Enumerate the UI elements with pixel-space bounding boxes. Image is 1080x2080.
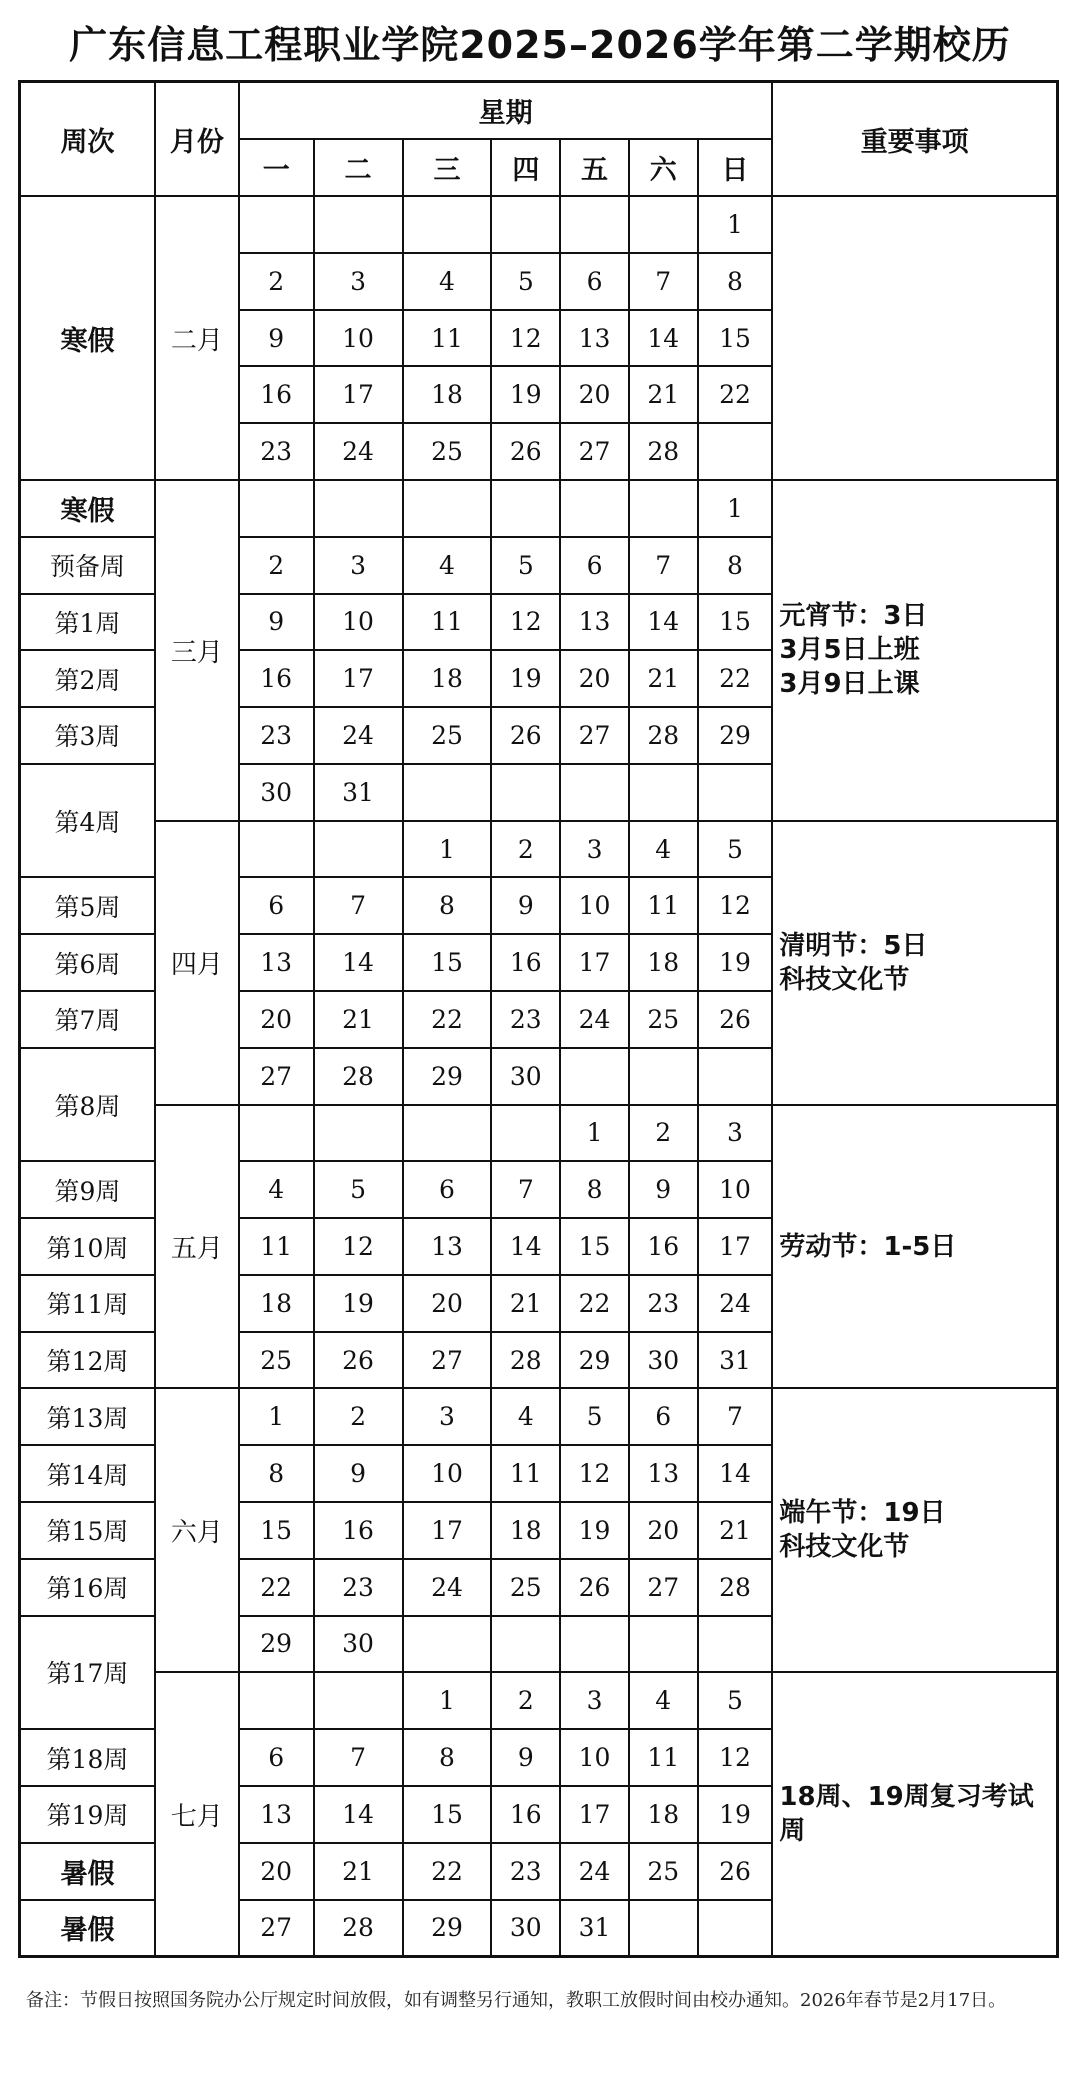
day-cell: 4 <box>239 1161 314 1218</box>
week-label: 暑假 <box>20 1900 155 1957</box>
day-cell: 16 <box>629 1218 698 1275</box>
day-cell: 30 <box>491 1900 560 1957</box>
day-cell: 24 <box>560 1843 629 1900</box>
day-cell: 10 <box>403 1445 492 1502</box>
day-cell: 27 <box>560 423 629 480</box>
day-cell: 13 <box>629 1445 698 1502</box>
day-cell: 26 <box>698 1843 773 1900</box>
day-cell: 15 <box>698 594 773 651</box>
day-cell <box>698 764 773 821</box>
day-cell <box>403 480 492 537</box>
day-cell: 1 <box>560 1105 629 1162</box>
week-label: 第4周 <box>20 764 155 878</box>
day-cell: 15 <box>239 1502 314 1559</box>
day-cell: 9 <box>491 877 560 934</box>
calendar-row <box>20 1672 1058 1729</box>
day-cell: 2 <box>629 1105 698 1162</box>
events-cell <box>772 196 1057 480</box>
weekday-header-2: 二 <box>314 139 403 196</box>
week-label: 第8周 <box>20 1048 155 1162</box>
day-cell: 7 <box>629 253 698 310</box>
day-cell: 20 <box>560 366 629 423</box>
events-cell <box>772 1672 1057 1956</box>
day-cell: 23 <box>239 423 314 480</box>
day-cell: 29 <box>403 1048 492 1105</box>
week-label: 寒假 <box>20 196 155 480</box>
day-cell: 7 <box>314 877 403 934</box>
day-cell <box>403 1616 492 1673</box>
day-cell: 14 <box>629 594 698 651</box>
day-cell: 20 <box>560 650 629 707</box>
day-cell <box>314 821 403 878</box>
day-cell: 25 <box>629 991 698 1048</box>
day-cell <box>403 196 492 253</box>
day-cell: 18 <box>403 650 492 707</box>
day-cell: 2 <box>314 1388 403 1445</box>
events-cell <box>772 821 1057 1105</box>
day-cell: 16 <box>491 934 560 991</box>
week-label: 第17周 <box>20 1616 155 1730</box>
day-cell: 3 <box>403 1388 492 1445</box>
events-cell <box>772 1105 1057 1389</box>
calendar-row <box>20 821 1058 878</box>
week-label: 第16周 <box>20 1559 155 1616</box>
day-cell <box>239 1672 314 1729</box>
month-label: 六月 <box>155 1388 239 1672</box>
day-cell <box>239 196 314 253</box>
day-cell: 21 <box>629 650 698 707</box>
day-cell: 29 <box>403 1900 492 1957</box>
day-cell: 19 <box>491 650 560 707</box>
day-cell: 27 <box>403 1332 492 1389</box>
day-cell: 14 <box>314 1786 403 1843</box>
event-line: 科技文化节 <box>779 1532 910 1563</box>
day-cell: 17 <box>560 1786 629 1843</box>
day-cell: 17 <box>560 934 629 991</box>
day-cell: 22 <box>403 1843 492 1900</box>
day-cell: 21 <box>314 1843 403 1900</box>
day-cell <box>239 1105 314 1162</box>
day-cell: 24 <box>403 1559 492 1616</box>
week-label: 暑假 <box>20 1843 155 1900</box>
day-cell <box>629 1900 698 1957</box>
week-label: 第15周 <box>20 1502 155 1559</box>
event-line: 3月5日上班 <box>779 635 920 666</box>
footnote: 备注：节假日按照国务院办公厅规定时间放假，如有调整另行通知，教职工放假时间由校办通知。2026年春节是2月17日。 <box>26 1990 1007 2011</box>
day-cell: 10 <box>314 310 403 367</box>
day-cell: 23 <box>491 1843 560 1900</box>
event-line: 科技文化节 <box>779 964 910 995</box>
day-cell <box>698 1616 773 1673</box>
week-label: 第10周 <box>20 1218 155 1275</box>
day-cell: 6 <box>239 877 314 934</box>
day-cell: 11 <box>629 877 698 934</box>
week-label: 预备周 <box>20 537 155 594</box>
day-cell: 22 <box>698 650 773 707</box>
day-cell: 30 <box>239 764 314 821</box>
day-cell: 6 <box>629 1388 698 1445</box>
day-cell: 2 <box>239 253 314 310</box>
day-cell: 24 <box>698 1275 773 1332</box>
day-cell <box>629 1048 698 1105</box>
day-cell <box>560 480 629 537</box>
day-cell: 5 <box>314 1161 403 1218</box>
week-label: 第7周 <box>20 991 155 1048</box>
day-cell: 13 <box>403 1218 492 1275</box>
calendar-row <box>20 480 1058 537</box>
day-cell: 5 <box>491 253 560 310</box>
month-label: 二月 <box>155 196 239 480</box>
day-cell: 8 <box>698 537 773 594</box>
day-cell: 19 <box>698 1786 773 1843</box>
day-cell: 31 <box>560 1900 629 1957</box>
day-cell: 6 <box>560 537 629 594</box>
day-cell: 16 <box>239 650 314 707</box>
day-cell: 29 <box>560 1332 629 1389</box>
day-cell: 21 <box>629 366 698 423</box>
day-cell: 14 <box>314 934 403 991</box>
day-cell: 28 <box>314 1048 403 1105</box>
day-cell: 20 <box>403 1275 492 1332</box>
day-cell: 12 <box>698 1729 773 1786</box>
weekday-group-header: 星期 <box>239 82 773 139</box>
day-cell: 14 <box>629 310 698 367</box>
day-cell: 11 <box>403 310 492 367</box>
day-cell: 12 <box>698 877 773 934</box>
day-cell: 4 <box>403 537 492 594</box>
day-cell: 2 <box>239 537 314 594</box>
weekday-header-1: 一 <box>239 139 314 196</box>
day-cell: 20 <box>629 1502 698 1559</box>
day-cell: 14 <box>491 1218 560 1275</box>
day-cell: 17 <box>698 1218 773 1275</box>
day-cell: 24 <box>560 991 629 1048</box>
day-cell: 19 <box>560 1502 629 1559</box>
day-cell <box>314 1105 403 1162</box>
events-cell <box>772 480 1057 821</box>
day-cell: 15 <box>403 1786 492 1843</box>
day-cell: 25 <box>239 1332 314 1389</box>
day-cell: 7 <box>491 1161 560 1218</box>
day-cell <box>698 1900 773 1957</box>
day-cell: 28 <box>491 1332 560 1389</box>
day-cell: 8 <box>239 1445 314 1502</box>
week-column-header: 周次 <box>20 82 155 197</box>
day-cell: 9 <box>314 1445 403 1502</box>
day-cell: 23 <box>491 991 560 1048</box>
day-cell: 3 <box>314 537 403 594</box>
day-cell: 11 <box>403 594 492 651</box>
day-cell: 7 <box>698 1388 773 1445</box>
day-cell: 17 <box>314 366 403 423</box>
day-cell <box>629 480 698 537</box>
day-cell <box>560 1048 629 1105</box>
day-cell: 3 <box>560 821 629 878</box>
day-cell: 28 <box>314 1900 403 1957</box>
day-cell: 24 <box>314 707 403 764</box>
day-cell: 20 <box>239 991 314 1048</box>
day-cell: 30 <box>629 1332 698 1389</box>
day-cell: 16 <box>239 366 314 423</box>
day-cell: 18 <box>239 1275 314 1332</box>
day-cell <box>698 423 773 480</box>
day-cell <box>314 196 403 253</box>
day-cell: 5 <box>560 1388 629 1445</box>
day-cell: 13 <box>239 934 314 991</box>
day-cell: 13 <box>560 310 629 367</box>
day-cell: 7 <box>314 1729 403 1786</box>
weekday-header-7: 日 <box>698 139 773 196</box>
day-cell: 16 <box>491 1786 560 1843</box>
day-cell: 25 <box>491 1559 560 1616</box>
day-cell: 23 <box>629 1275 698 1332</box>
day-cell: 11 <box>491 1445 560 1502</box>
day-cell <box>314 480 403 537</box>
day-cell <box>560 1616 629 1673</box>
day-cell <box>491 1105 560 1162</box>
day-cell: 1 <box>698 196 773 253</box>
day-cell <box>491 764 560 821</box>
day-cell: 12 <box>491 594 560 651</box>
event-line: 18周、19周复习考试周 <box>779 1782 1034 1847</box>
day-cell: 11 <box>629 1729 698 1786</box>
day-cell <box>698 1048 773 1105</box>
week-label: 第13周 <box>20 1388 155 1445</box>
weekday-header-4: 四 <box>491 139 560 196</box>
day-cell: 11 <box>239 1218 314 1275</box>
week-label: 第19周 <box>20 1786 155 1843</box>
day-cell: 12 <box>560 1445 629 1502</box>
weekday-header-6: 六 <box>629 139 698 196</box>
day-cell: 7 <box>629 537 698 594</box>
day-cell: 17 <box>314 650 403 707</box>
day-cell: 31 <box>314 764 403 821</box>
day-cell: 29 <box>698 707 773 764</box>
day-cell: 20 <box>239 1843 314 1900</box>
week-label: 第1周 <box>20 594 155 651</box>
day-cell: 19 <box>698 934 773 991</box>
day-cell: 26 <box>698 991 773 1048</box>
week-label: 第3周 <box>20 707 155 764</box>
day-cell: 13 <box>239 1786 314 1843</box>
week-label: 第6周 <box>20 934 155 991</box>
day-cell: 27 <box>629 1559 698 1616</box>
day-cell: 5 <box>491 537 560 594</box>
week-label: 第9周 <box>20 1161 155 1218</box>
day-cell: 18 <box>403 366 492 423</box>
day-cell: 8 <box>403 1729 492 1786</box>
day-cell: 3 <box>560 1672 629 1729</box>
day-cell: 18 <box>629 934 698 991</box>
events-cell <box>772 1388 1057 1672</box>
day-cell: 16 <box>314 1502 403 1559</box>
day-cell <box>560 764 629 821</box>
day-cell: 5 <box>698 821 773 878</box>
week-label: 第12周 <box>20 1332 155 1389</box>
day-cell: 19 <box>314 1275 403 1332</box>
day-cell: 22 <box>239 1559 314 1616</box>
day-cell <box>560 196 629 253</box>
day-cell: 9 <box>239 310 314 367</box>
day-cell: 22 <box>403 991 492 1048</box>
day-cell: 8 <box>698 253 773 310</box>
day-cell: 27 <box>239 1900 314 1957</box>
day-cell: 15 <box>403 934 492 991</box>
week-label: 第14周 <box>20 1445 155 1502</box>
day-cell: 15 <box>698 310 773 367</box>
page-title: 广东信息工程职业学院2025–2026学年第二学期校历 <box>69 23 1011 67</box>
day-cell: 2 <box>491 1672 560 1729</box>
day-cell: 9 <box>491 1729 560 1786</box>
day-cell: 10 <box>560 1729 629 1786</box>
day-cell: 28 <box>629 707 698 764</box>
day-cell <box>629 1616 698 1673</box>
event-line: 3月9日上课 <box>779 669 920 700</box>
day-cell: 26 <box>491 707 560 764</box>
month-label: 四月 <box>155 821 239 1105</box>
day-cell: 2 <box>491 821 560 878</box>
week-label: 第11周 <box>20 1275 155 1332</box>
month-column-header: 月份 <box>155 82 239 197</box>
month-label: 七月 <box>155 1672 239 1956</box>
day-cell <box>403 764 492 821</box>
day-cell: 27 <box>560 707 629 764</box>
day-cell: 1 <box>403 821 492 878</box>
day-cell: 24 <box>314 423 403 480</box>
day-cell: 6 <box>403 1161 492 1218</box>
day-cell: 10 <box>698 1161 773 1218</box>
day-cell: 21 <box>491 1275 560 1332</box>
day-cell: 4 <box>629 1672 698 1729</box>
day-cell: 28 <box>629 423 698 480</box>
day-cell: 23 <box>314 1559 403 1616</box>
day-cell: 30 <box>314 1616 403 1673</box>
day-cell: 17 <box>403 1502 492 1559</box>
day-cell: 15 <box>560 1218 629 1275</box>
day-cell: 13 <box>560 594 629 651</box>
event-line: 清明节：5日 <box>779 930 928 961</box>
day-cell: 6 <box>239 1729 314 1786</box>
calendar-row <box>20 1388 1058 1445</box>
day-cell: 21 <box>314 991 403 1048</box>
school-calendar-table <box>18 80 1059 1958</box>
day-cell <box>491 480 560 537</box>
day-cell: 26 <box>314 1332 403 1389</box>
day-cell: 25 <box>629 1843 698 1900</box>
day-cell <box>314 1672 403 1729</box>
header-row-1 <box>20 82 1058 139</box>
day-cell <box>491 1616 560 1673</box>
day-cell: 3 <box>314 253 403 310</box>
day-cell: 31 <box>698 1332 773 1389</box>
day-cell: 4 <box>491 1388 560 1445</box>
day-cell: 22 <box>698 366 773 423</box>
day-cell: 22 <box>560 1275 629 1332</box>
calendar-row <box>20 1105 1058 1162</box>
day-cell <box>491 196 560 253</box>
day-cell: 9 <box>629 1161 698 1218</box>
day-cell: 9 <box>239 594 314 651</box>
week-label: 第2周 <box>20 650 155 707</box>
day-cell: 10 <box>314 594 403 651</box>
day-cell: 27 <box>239 1048 314 1105</box>
day-cell: 29 <box>239 1616 314 1673</box>
day-cell: 18 <box>629 1786 698 1843</box>
week-label: 寒假 <box>20 480 155 537</box>
day-cell <box>239 480 314 537</box>
day-cell: 30 <box>491 1048 560 1105</box>
day-cell: 4 <box>629 821 698 878</box>
day-cell: 23 <box>239 707 314 764</box>
weekday-header-5: 五 <box>560 139 629 196</box>
weekday-header-3: 三 <box>403 139 492 196</box>
day-cell: 26 <box>491 423 560 480</box>
day-cell: 28 <box>698 1559 773 1616</box>
day-cell <box>629 764 698 821</box>
events-column-header: 重要事项 <box>772 82 1057 197</box>
month-label: 五月 <box>155 1105 239 1389</box>
day-cell: 12 <box>314 1218 403 1275</box>
day-cell: 4 <box>403 253 492 310</box>
week-label: 第18周 <box>20 1729 155 1786</box>
day-cell: 12 <box>491 310 560 367</box>
day-cell: 18 <box>491 1502 560 1559</box>
day-cell: 8 <box>403 877 492 934</box>
event-line: 端午节：19日 <box>779 1498 946 1529</box>
day-cell: 1 <box>239 1388 314 1445</box>
event-line: 劳动节：1-5日 <box>779 1231 957 1262</box>
day-cell: 26 <box>560 1559 629 1616</box>
week-label: 第5周 <box>20 877 155 934</box>
calendar-row <box>20 196 1058 253</box>
event-line: 元宵节：3日 <box>779 601 928 632</box>
month-label: 三月 <box>155 480 239 821</box>
day-cell: 25 <box>403 707 492 764</box>
day-cell: 3 <box>698 1105 773 1162</box>
day-cell: 8 <box>560 1161 629 1218</box>
day-cell <box>629 196 698 253</box>
day-cell: 5 <box>698 1672 773 1729</box>
day-cell: 14 <box>698 1445 773 1502</box>
day-cell: 19 <box>491 366 560 423</box>
day-cell: 1 <box>403 1672 492 1729</box>
day-cell: 25 <box>403 423 492 480</box>
day-cell: 21 <box>698 1502 773 1559</box>
day-cell: 1 <box>698 480 773 537</box>
day-cell <box>403 1105 492 1162</box>
day-cell <box>239 821 314 878</box>
day-cell: 6 <box>560 253 629 310</box>
day-cell: 10 <box>560 877 629 934</box>
